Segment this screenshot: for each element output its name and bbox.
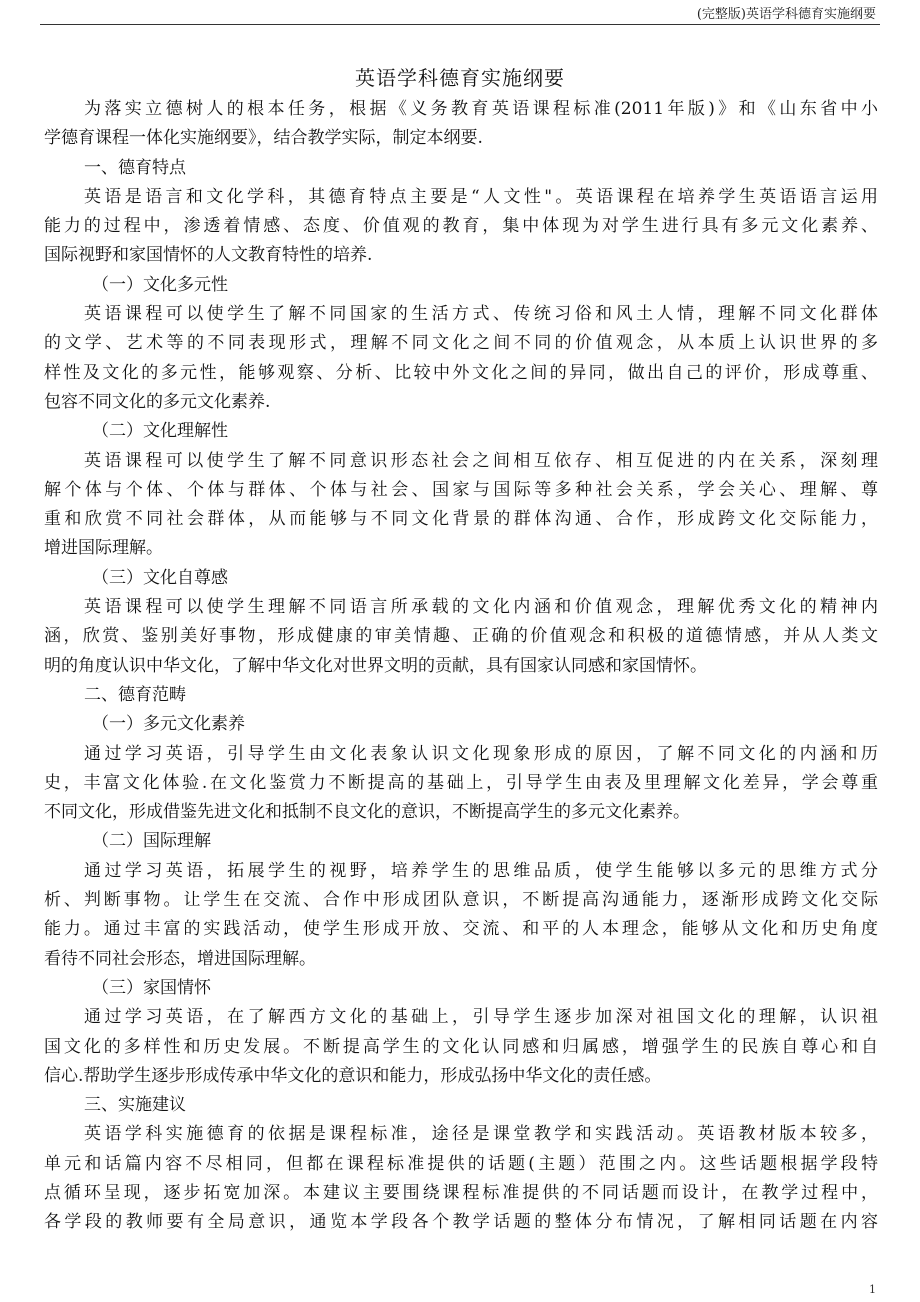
section-heading: 三、实施建议 [84, 1095, 186, 1116]
body-line: 单元和话篇内容不尽相同，但都在课程标准提供的话题(主题）范围之内。这些话题根据学段特 [44, 1153, 878, 1174]
paragraph-first-line: 通过学习英语，拓展学生的视野，培养学生的思维品质，使学生能够以多元的思维方式分 [84, 860, 878, 881]
body-line: 史，丰富文化体验.在文化鉴赏力不断提高的基础上，引导学生由表及里理解文化差异，学会尊重 [44, 772, 878, 793]
body-line: 能力。通过丰富的实践活动，使学生形成开放、交流、和平的人本理念，能够从文化和历史角度 [44, 919, 878, 940]
subsection-heading: （一）文化多元性 [92, 274, 228, 295]
header-divider [40, 24, 880, 25]
body-line: 解个体与个体、个体与群体、个体与社会、国家与国际等多种社会关系，学会关心、理解、尊 [44, 479, 878, 500]
paragraph-first-line: 英语是语言和文化学科，其德育特点主要是“人文性"。英语课程在培养学生英语语言运用 [84, 186, 878, 207]
paragraph-last-line: 信心.帮助学生逐步形成传承中华文化的意识和能力，形成弘扬中华文化的责任感。 [44, 1065, 662, 1086]
subsection-heading: （三）家国情怀 [92, 977, 211, 998]
body-line: 涵，欣赏、鉴别美好事物，形成健康的审美情趣、正确的价值观念和积极的道德情感，并从人类文 [44, 626, 878, 647]
body-line: 各学段的教师要有全局意识，通览本学段各个教学话题的整体分布情况，了解相同话题在内容 [44, 1212, 878, 1233]
subsection-heading: （二）文化理解性 [92, 421, 228, 442]
subsection-heading: （一）多元文化素养 [92, 714, 245, 735]
paragraph-first-line: 英语课程可以使学生了解不同意识形态社会之间相互依存、相互促进的内在关系，深刻理 [84, 450, 878, 471]
paragraph-last-line: 看待不同社会形态，增进国际理解。 [44, 948, 316, 969]
paragraph-last-line: 明的角度认识中华文化，了解中华文化对世界文明的贡献，具有国家认同感和家国情怀。 [44, 655, 707, 676]
paragraph-last-line: 不同文化，形成借鉴先进文化和抵制不良文化的意识，不断提高学生的多元文化素养。 [44, 802, 690, 823]
body-line: 能力的过程中，渗透着情感、态度、价值观的教育，集中体现为对学生进行具有多元文化素养、 [44, 216, 878, 237]
body-line: 国文化的多样性和历史发展。不断提高学生的文化认同感和归属感，增强学生的民族自尊心和自 [44, 1036, 878, 1057]
paragraph-first-line: 通过学习英语，在了解西方文化的基础上，引导学生逐步加深对祖国文化的理解，认识祖 [84, 1007, 878, 1028]
paragraph-first-line: 英语课程可以使学生了解不同国家的生活方式、传统习俗和风土人情，理解不同文化群体 [84, 304, 878, 325]
body-line: 析、判断事物。让学生在交流、合作中形成团队意识，不断提高沟通能力，逐渐形成跨文化交际 [44, 890, 878, 911]
document-title: 英语学科德育实施纲要 [355, 66, 565, 90]
running-header: (完整版)英语学科德育实施纲要 [696, 7, 876, 22]
paragraph-last-line: 国际视野和家国情怀的人文教育特性的培养. [44, 245, 373, 266]
paragraph-first-line: 通过学习英语，引导学生由文化表象认识文化现象形成的原因，了解不同文化的内涵和历 [84, 743, 878, 764]
body-line: 重和欣赏不同社会群体，从而能够与不同文化背景的群体沟通、合作，形成跨文化交际能力， [44, 509, 878, 530]
paragraph-last-line: 增进国际理解。 [44, 538, 163, 559]
subsection-heading: （二）国际理解 [92, 831, 211, 852]
document-body [44, 95, 878, 1238]
body-line: 样性及文化的多元性，能够观察、分析、比较中外文化之间的异同，做出自己的评价，形成尊重、 [44, 362, 878, 383]
subsection-heading: （三）文化自尊感 [92, 567, 228, 588]
section-heading: 二、德育范畴 [84, 684, 186, 705]
body-line: 的文学、艺术等的不同表现形式，理解不同文化之间不同的价值观念，从本质上认识世界的多 [44, 333, 878, 354]
paragraph-first-line: 为落实立德树人的根本任务，根据《义务教育英语课程标准(2011年版)》和《山东省中小 [84, 99, 878, 119]
body-line: 点循环呈现，逐步拓宽加深。本建议主要围绕课程标准提供的不同话题而设计，在教学过程中， [44, 1182, 878, 1203]
paragraph-last-line: 包容不同文化的多元文化素养. [44, 391, 271, 412]
section-heading: 一、德育特点 [84, 157, 186, 178]
paragraph-last-line: 学德育课程一体化实施纲要》，结合教学实际，制定本纲要. [44, 128, 483, 149]
page-number: 1 [869, 1283, 876, 1296]
paragraph-first-line: 英语课程可以使学生理解不同语言所承载的文化内涵和价值观念，理解优秀文化的精神内 [84, 597, 878, 618]
paragraph-first-line: 英语学科实施德育的依据是课程标准，途径是课堂教学和实践活动。英语教材版本较多， [84, 1124, 878, 1145]
